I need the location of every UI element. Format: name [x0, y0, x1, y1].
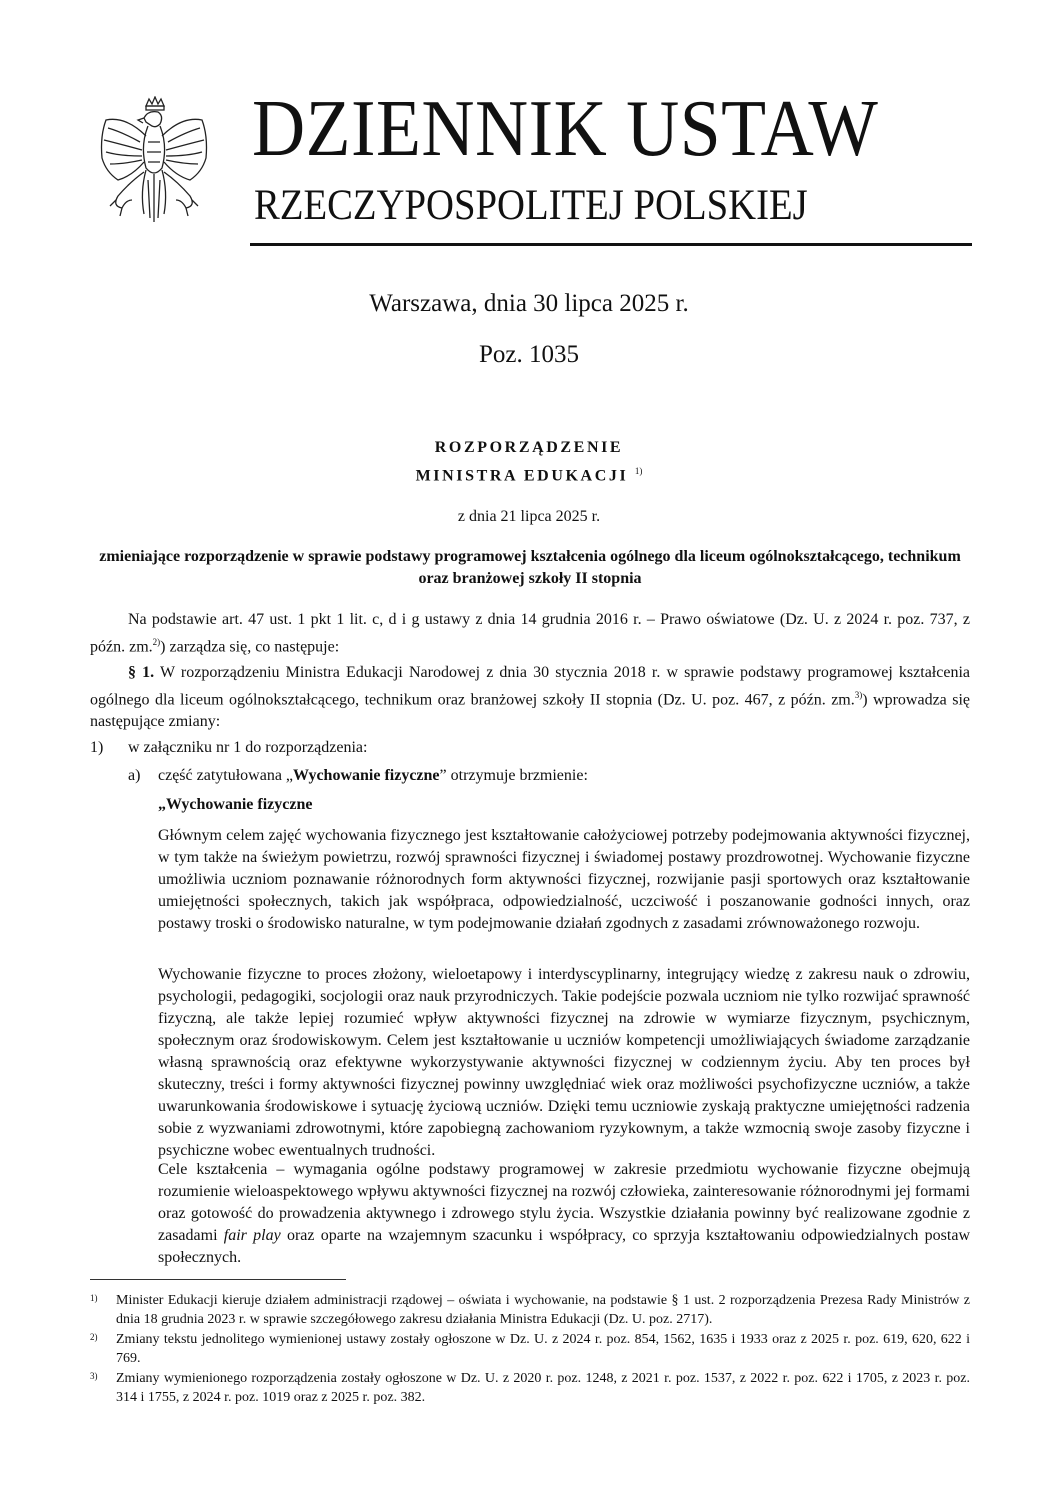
publication-place-date: Warszawa, dnia 30 lipca 2025 r. — [369, 290, 689, 317]
letter-a-marker: a) — [128, 767, 141, 784]
footnote-1-text: Minister Edukacji kieruje działem administracji rządowej – oświata i wychowanie, na podstawie § 1 ust. 2 rozporządzenia Prezesa Rady Ministrów z dnia 18 grudnia 2023 r. w sprawie szczegółowego zakresu działania Ministra Edukacji (Dz. U. poz. 2717). — [116, 1293, 970, 1327]
gazette-subtitle: RZECZYPOSPOLITEJ POLSKIEJ — [254, 182, 808, 229]
quoted-paragraph-1: Głównym celem zajęć wychowania fizycznego jest kształtowanie całożyciowej potrzeby podejmowania aktywności fizycznej, w tym także na świeżym powietrzu, rozwój sprawności fizycznej i świadomej postawy prozdrowotnej. Wychowanie fizyczne umożliwia uczniom poznawanie różnorodnych form aktywności fizycznej, rozwijanie pasji sportowych oraz kształtowanie umiejętności społecznych, takich jak współpraca, odpowiedzialność, uczciwość i poszanowanie godności innych, oraz postawy troski o środowisko naturalne, w tym podejmowanie działań zgodnych z zasadami zrównoważonego rozwoju. — [158, 827, 970, 932]
masthead-rule — [250, 243, 972, 246]
quoted-section-title: „Wychowanie fizyczne — [158, 796, 313, 813]
letter-a-bold-title: Wychowanie fizyczne — [293, 767, 440, 784]
publication-position: Poz. 1035 — [479, 341, 579, 368]
preamble — [90, 609, 970, 658]
footnote-separator — [90, 1279, 346, 1280]
quoted-paragraph-2: Wychowanie fizyczne to proces złożony, wieloetapowy i interdyscyplinarny, integrujący wiedzę z zakresu nauk o zdrowiu, psychologii, pedagogiki, socjologii oraz nauk przyrodniczych. Takie podejście pozwala uczniom nie tylko rozwijać sprawność fizyczną, ale także lepiej rozumieć wpływ aktywności fizycznej na zdrowie w wymiarze fizycznym, psychicznym, społecznym oraz środowiskowym. Celem jest kształtowanie u uczniów kompetencji umożliwiających świadome zarządzanie własną sprawnością oraz efektywne wykorzystywanie aktywności fizycznej w codziennym życiu. Aby ten proces był skuteczny, treści i formy aktywności fizycznej powinny uwzględniać wiek oraz możliwości psychofizyczne uczniów, a także uwarunkowania środowiskowe i sytuację życiową uczniów. Dzięki temu uczniowie zyskają praktyczne umiejętności radzenia sobie z wyzwaniami zdrowotnymi, które zapobiegną zachowaniom ryzykownym, a także wzmocnią swoje zasoby fizyczne i psychiczne wobec ewentualnych trudności. — [158, 966, 970, 1159]
footnote-ref-2[interactable]: 2) — [152, 637, 161, 647]
point-1-marker: 1) — [90, 739, 104, 756]
footnote-3-text: Zmiany wymienionego rozporządzenia zostały ogłoszone w Dz. U. z 2020 r. poz. 1248, z 2021 r. poz. 1537, z 2022 r. poz. 622 i 1705, z 2023 r. poz. 314 i 1755, z 2024 r. poz. 1019 oraz z 2025 r. poz. 382. — [116, 1371, 970, 1405]
footnote-2-number: 2) — [90, 1332, 98, 1342]
footnote-1 — [90, 1291, 970, 1329]
preamble-text: Na podstawie art. 47 ust. 1 pkt 1 lit. c, d i g ustawy z dnia 14 grudnia 2016 r. – Prawo oświatowe (Dz. U. z 2024 r. poz. 737, z późn. zm. — [90, 611, 970, 656]
act-date: z dnia 21 lipca 2025 r. — [457, 508, 601, 525]
polish-eagle-emblem-icon — [96, 96, 212, 228]
act-issuer — [0, 466, 1058, 485]
act-type: ROZPORZĄDZENIE — [434, 439, 624, 456]
preamble-text-end: ) zarządza się, co następuje: — [160, 638, 340, 656]
act-issuer-text: MINISTRA EDUKACJI — [415, 467, 629, 485]
footnote-3-number: 3) — [90, 1371, 98, 1381]
footnote-2 — [90, 1330, 970, 1368]
footnote-3 — [90, 1369, 970, 1407]
act-title: zmieniające rozporządzenie w sprawie podstawy programowej kształcenia ogólnego dla liceum ogólnokształcącego, technikum oraz branżowej szkoły II stopnia — [99, 548, 961, 587]
fair-play-italic: fair play — [223, 1227, 281, 1244]
footnote-2-text: Zmiany tekstu jednolitego wymienionej ustawy zostały ogłoszone w Dz. U. z 2024 r. poz. 854, 1562, 1635 i 1933 oraz z 2025 r. poz. 619, 620, 622 i 769. — [116, 1332, 970, 1366]
quoted-paragraph-3: Cele kształcenia – wymagania ogólne podstawy programowej w zakresie przedmiotu wychowanie fizyczne obejmują rozumienie wieloaspektowego wpływu aktywności fizycznej na rozwój człowieka, zainteresowanie różnorodnymi jej formami oraz gotowość do prowadzenia aktywnego i zdrowego stylu życia. Wszystkie działania powinny być realizowane zgodnie z zasadami fair play oraz oparte na wzajemnym szacunku i współpracy, co sprzyja kształtowaniu odpowiedzialnych postaw społecznych. — [158, 1161, 970, 1266]
section-1 — [90, 662, 970, 733]
gazette-title: DZIENNIK USTAW — [252, 85, 879, 173]
point-1-text: w załączniku nr 1 do rozporządzenia: — [128, 739, 368, 756]
footnote-1-number: 1) — [90, 1293, 98, 1303]
section-1-text: W rozporządzeniu Ministra Edukacji Narodowej z dnia 30 stycznia 2018 r. w sprawie podstawy programowej kształcenia ogólnego dla liceum ogólnokształcącego, technikum oraz branżowej szkoły II stopnia (Dz. U. poz. 467, z późn. zm. — [90, 664, 971, 709]
footnote-ref-1[interactable]: 1) — [634, 466, 643, 476]
footnote-ref-3[interactable]: 3) — [854, 690, 863, 700]
section-1-label: § 1. — [128, 664, 155, 681]
letter-a-text: część zatytułowana „Wychowanie fizyczne” otrzymuje brzmienie: — [158, 767, 588, 784]
section-1-text-end: ) wprowadza się następujące zmiany: — [90, 691, 971, 731]
